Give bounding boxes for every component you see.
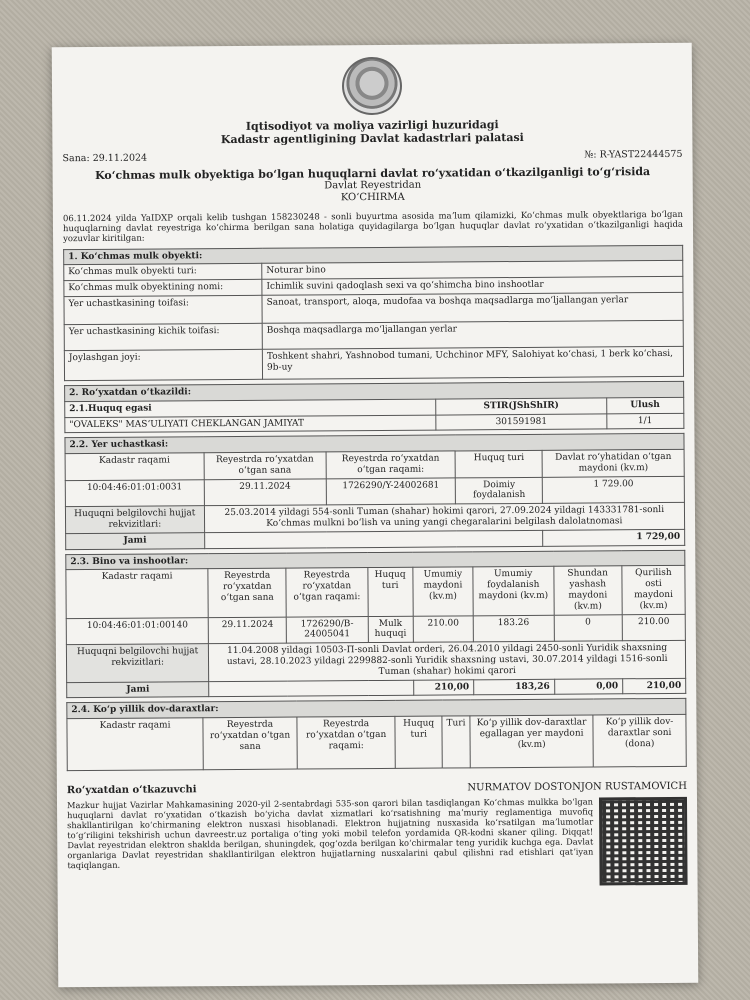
- col-header: Reyestrda roʻyxatdan oʻtgan raqami:: [326, 451, 456, 478]
- table-cell: 1726290/B-24005041: [286, 616, 368, 643]
- col-header: Koʻp yillik dov-daraxtlar egallagan yer maydoni (kv.m): [470, 715, 594, 768]
- document-subtitle2: KOʻCHIRMA: [340, 191, 405, 204]
- table-cell: Doimiy foydalanish: [456, 477, 543, 504]
- section1-table: [63, 244, 684, 381]
- table-cell: 210.00: [622, 614, 685, 641]
- doc-label: Huquqni belgilovchi hujjat rekvizitlari:: [66, 644, 209, 682]
- total-value: 0,00: [554, 678, 622, 694]
- col-header: Kadastr raqami: [67, 718, 204, 771]
- land-plot-table: [64, 433, 685, 550]
- table-cell: 10:04:46:01:01:00140: [66, 617, 209, 645]
- registrar-name: NURMATOV DOSTONJON RUSTAMOVICH: [467, 781, 687, 794]
- total-value: 183,26: [474, 679, 555, 695]
- s1-key: Koʻchmas mulk obyektining nomi:: [64, 279, 262, 296]
- document-title: Koʻchmas mulk obyektiga boʻlgan huquqlarni davlat roʻyxatidan oʻtkazilganligi toʻgʻrisida: [94, 164, 651, 182]
- col-header: Reyestrda roʻyxatdan oʻtgan raqami:: [297, 717, 396, 770]
- table-cell: 29.11.2024: [209, 617, 287, 644]
- document-subtitle1: Davlat Reyestridan: [324, 179, 422, 192]
- s1-key: Yer uchastkasining toifasi:: [64, 295, 262, 324]
- table-cell: 10:04:46:01:01:0031: [65, 479, 204, 507]
- qr-code-icon[interactable]: [599, 797, 688, 886]
- col-header: Huquq turi: [367, 568, 413, 617]
- col-header: Huquq turi: [455, 450, 542, 477]
- total-value: 210,00: [623, 678, 686, 694]
- owner-header: 2.1.Huquq egasi: [65, 399, 436, 417]
- section1-title: 1. Koʻchmas mulk obyekti:: [64, 245, 683, 265]
- s1-key: Yer uchastkasining kichik toifasi:: [64, 323, 262, 350]
- doc-details: 25.03.2014 yildagi 554-sonli Tuman (shahar) hokimi qarori, 27.09.2024 yildagi 143331781-sonli Koʻchmas mulkni boʻlish va uning yangi chegaralarini belgilash dalolatnomasi: [204, 503, 685, 533]
- table-cell: 183.26: [473, 615, 554, 642]
- col-header: Reyestrda roʻyxatdan oʻtgan sana: [208, 569, 286, 618]
- buildings-table: [65, 550, 686, 699]
- document-page: [52, 43, 699, 987]
- total-label: Jami: [66, 533, 205, 550]
- section23-title: 2.3. Bino va inshootlar:: [66, 550, 685, 570]
- document-date: Sana: 29.11.2024: [62, 152, 148, 165]
- section22-title: 2.2. Yer uchastkasi:: [65, 434, 684, 454]
- total-value: 210,00: [414, 679, 474, 695]
- s1-value: Ichimlik suvini qadoqlash sexi va qoʻshimcha bino inshootlar: [262, 276, 683, 295]
- owner-stir: 301591981: [436, 413, 606, 430]
- intro-text: 06.11.2024 yilda YaIDXP orqali kelib tushgan 158230248 - sonli buyurtma asosida maʼlum qilamizki, Koʻchmas mulk obyektlariga boʻlgan huquqlarning davlat reyestriga koʻchirma berilgan sana holatiga quyidagilarga boʻlgan huquqlar davlat roʻyxatidan oʻtkazilganligi haqida yozuvlar kiritilgan:: [62, 209, 684, 245]
- legal-notice: Mazkur hujjat Vazirlar Mahkamasining 2020-yil 2-sentabrdagi 535-son qarori bilan tasdiqlangan Koʻchmas mulkka boʻlgan huquqlarni davlat roʻyxatidan oʻtkazish boʻyicha davlat xizmatlari koʻrsatishning maʼmuriy reglamentiga muvofiq shakllantirilgan koʻchirmaning elektron nusxasi hisoblanadi. Elektron hujjatning nusxasida koʻrsatilgan maʼlumotlar toʻgʻriligini tekshirish uchun davreestr.uz portaliga oʻting yoki mobil telefon yordamida QR-kodni skaner qiling. Diqqat! Davlat reyestridan elektron shaklda berilgan, shuningdek, qogʻozda berilgan koʻchirmalar teng yuridik kuchga ega. Davlat organlariga Davlat reyestridan shakllantirilgan elektron hujjatlarning nusxalarini qabul qilishni rad etishlari qatʼiyan taqiqlangan.: [66, 796, 594, 871]
- state-emblem-icon: [342, 57, 402, 115]
- doc-label: Huquqni belgilovchi hujjat rekvizitlari:: [65, 506, 204, 534]
- section2-table: [64, 381, 684, 434]
- total-value: 1 729,00: [543, 529, 685, 546]
- col-header: Kadastr raqami: [65, 453, 204, 481]
- col-header: Reyestrda roʻyxatdan oʻtgan raqami:: [286, 568, 368, 617]
- col-header: Huquq turi: [395, 716, 442, 768]
- s1-value: Noturar bino: [262, 261, 683, 280]
- section24-title: 2.4. Koʻp yillik dov-daraxtlar:: [67, 699, 686, 719]
- s1-key: Koʻchmas mulk obyekti turi:: [64, 264, 262, 281]
- s1-key: Joylashgan joyi:: [64, 349, 262, 380]
- owner-name: "OVALEKS" MASʻULIYATI CHEKLANGAN JAMIYAT: [65, 415, 436, 433]
- share-header: Ulush: [606, 397, 684, 413]
- trees-table: [66, 698, 686, 771]
- col-header: Koʻp yillik dov-daraxtlar soni (dona): [593, 715, 686, 768]
- col-header: Umumiy maydoni (kv.m): [413, 567, 473, 616]
- table-cell: 1 729.00: [543, 476, 685, 504]
- col-header: Kadastr raqami: [66, 569, 209, 618]
- col-header: Shundan yashash maydoni (kv.m): [553, 566, 622, 615]
- col-header: Reyestrda roʻyxatdan oʻtgan sana: [203, 717, 297, 770]
- s1-value: Toshkent shahri, Yashnobod tumani, Uchchinor MFY, Salohiyat koʻchasi, 1 berk koʻchasi, 9b-uy: [262, 346, 683, 379]
- col-header: Qurilish osti maydoni (kv.m): [622, 566, 685, 615]
- table-cell: 210.00: [413, 615, 473, 642]
- doc-details: 11.04.2008 yildagi 10503-П-sonli Davlat orderi, 26.04.2010 yildagi 2450-sonli Yuridik shaxsning ustavi, 28.10.2023 yildagi 2299882-sonli Yuridik shaxsning ustavi, 30.07.2014 yildagi 1516-sonli Tuman (shahar) hokimi qarori: [209, 641, 686, 682]
- owner-share: 1/1: [606, 413, 684, 429]
- document-number: №: R-YAST22444575: [584, 149, 683, 161]
- stir-header: STIR(JShShIR): [436, 398, 606, 415]
- col-header: Umumiy foydalanish maydoni (kv.m): [473, 567, 554, 616]
- table-cell: Mulk huquqi: [368, 616, 414, 643]
- table-cell: 0: [554, 614, 623, 641]
- agency-line1: Iqtisodiyot va moliya vazirligi huzuridagi: [245, 118, 499, 133]
- s1-value: Boshqa maqsadlarga moʻljallangan yerlar: [262, 320, 683, 349]
- col-header: Turi: [442, 716, 470, 768]
- s1-value: Sanoat, transport, aloqa, mudofaa va boshqa maqsadlarga moʻljallangan yerlar: [262, 292, 683, 323]
- table-cell: 29.11.2024: [204, 479, 326, 506]
- col-header: Reyestrda roʻyxatdan oʻtgan sana: [204, 452, 326, 479]
- registrar-label: Roʻyxatdan oʻtkazuvchi: [66, 784, 197, 797]
- total-label: Jami: [67, 681, 209, 698]
- table-cell: 1726290/Y-24002681: [326, 478, 456, 505]
- col-header: Davlat roʻyhatidan oʻtgan maydoni (kv.m): [542, 449, 684, 477]
- agency-line2: Kadastr agentligining Davlat kadastrlari palatasi: [220, 131, 524, 147]
- section2-title: 2. Roʻyxatdan oʻtkazildi:: [65, 381, 684, 401]
